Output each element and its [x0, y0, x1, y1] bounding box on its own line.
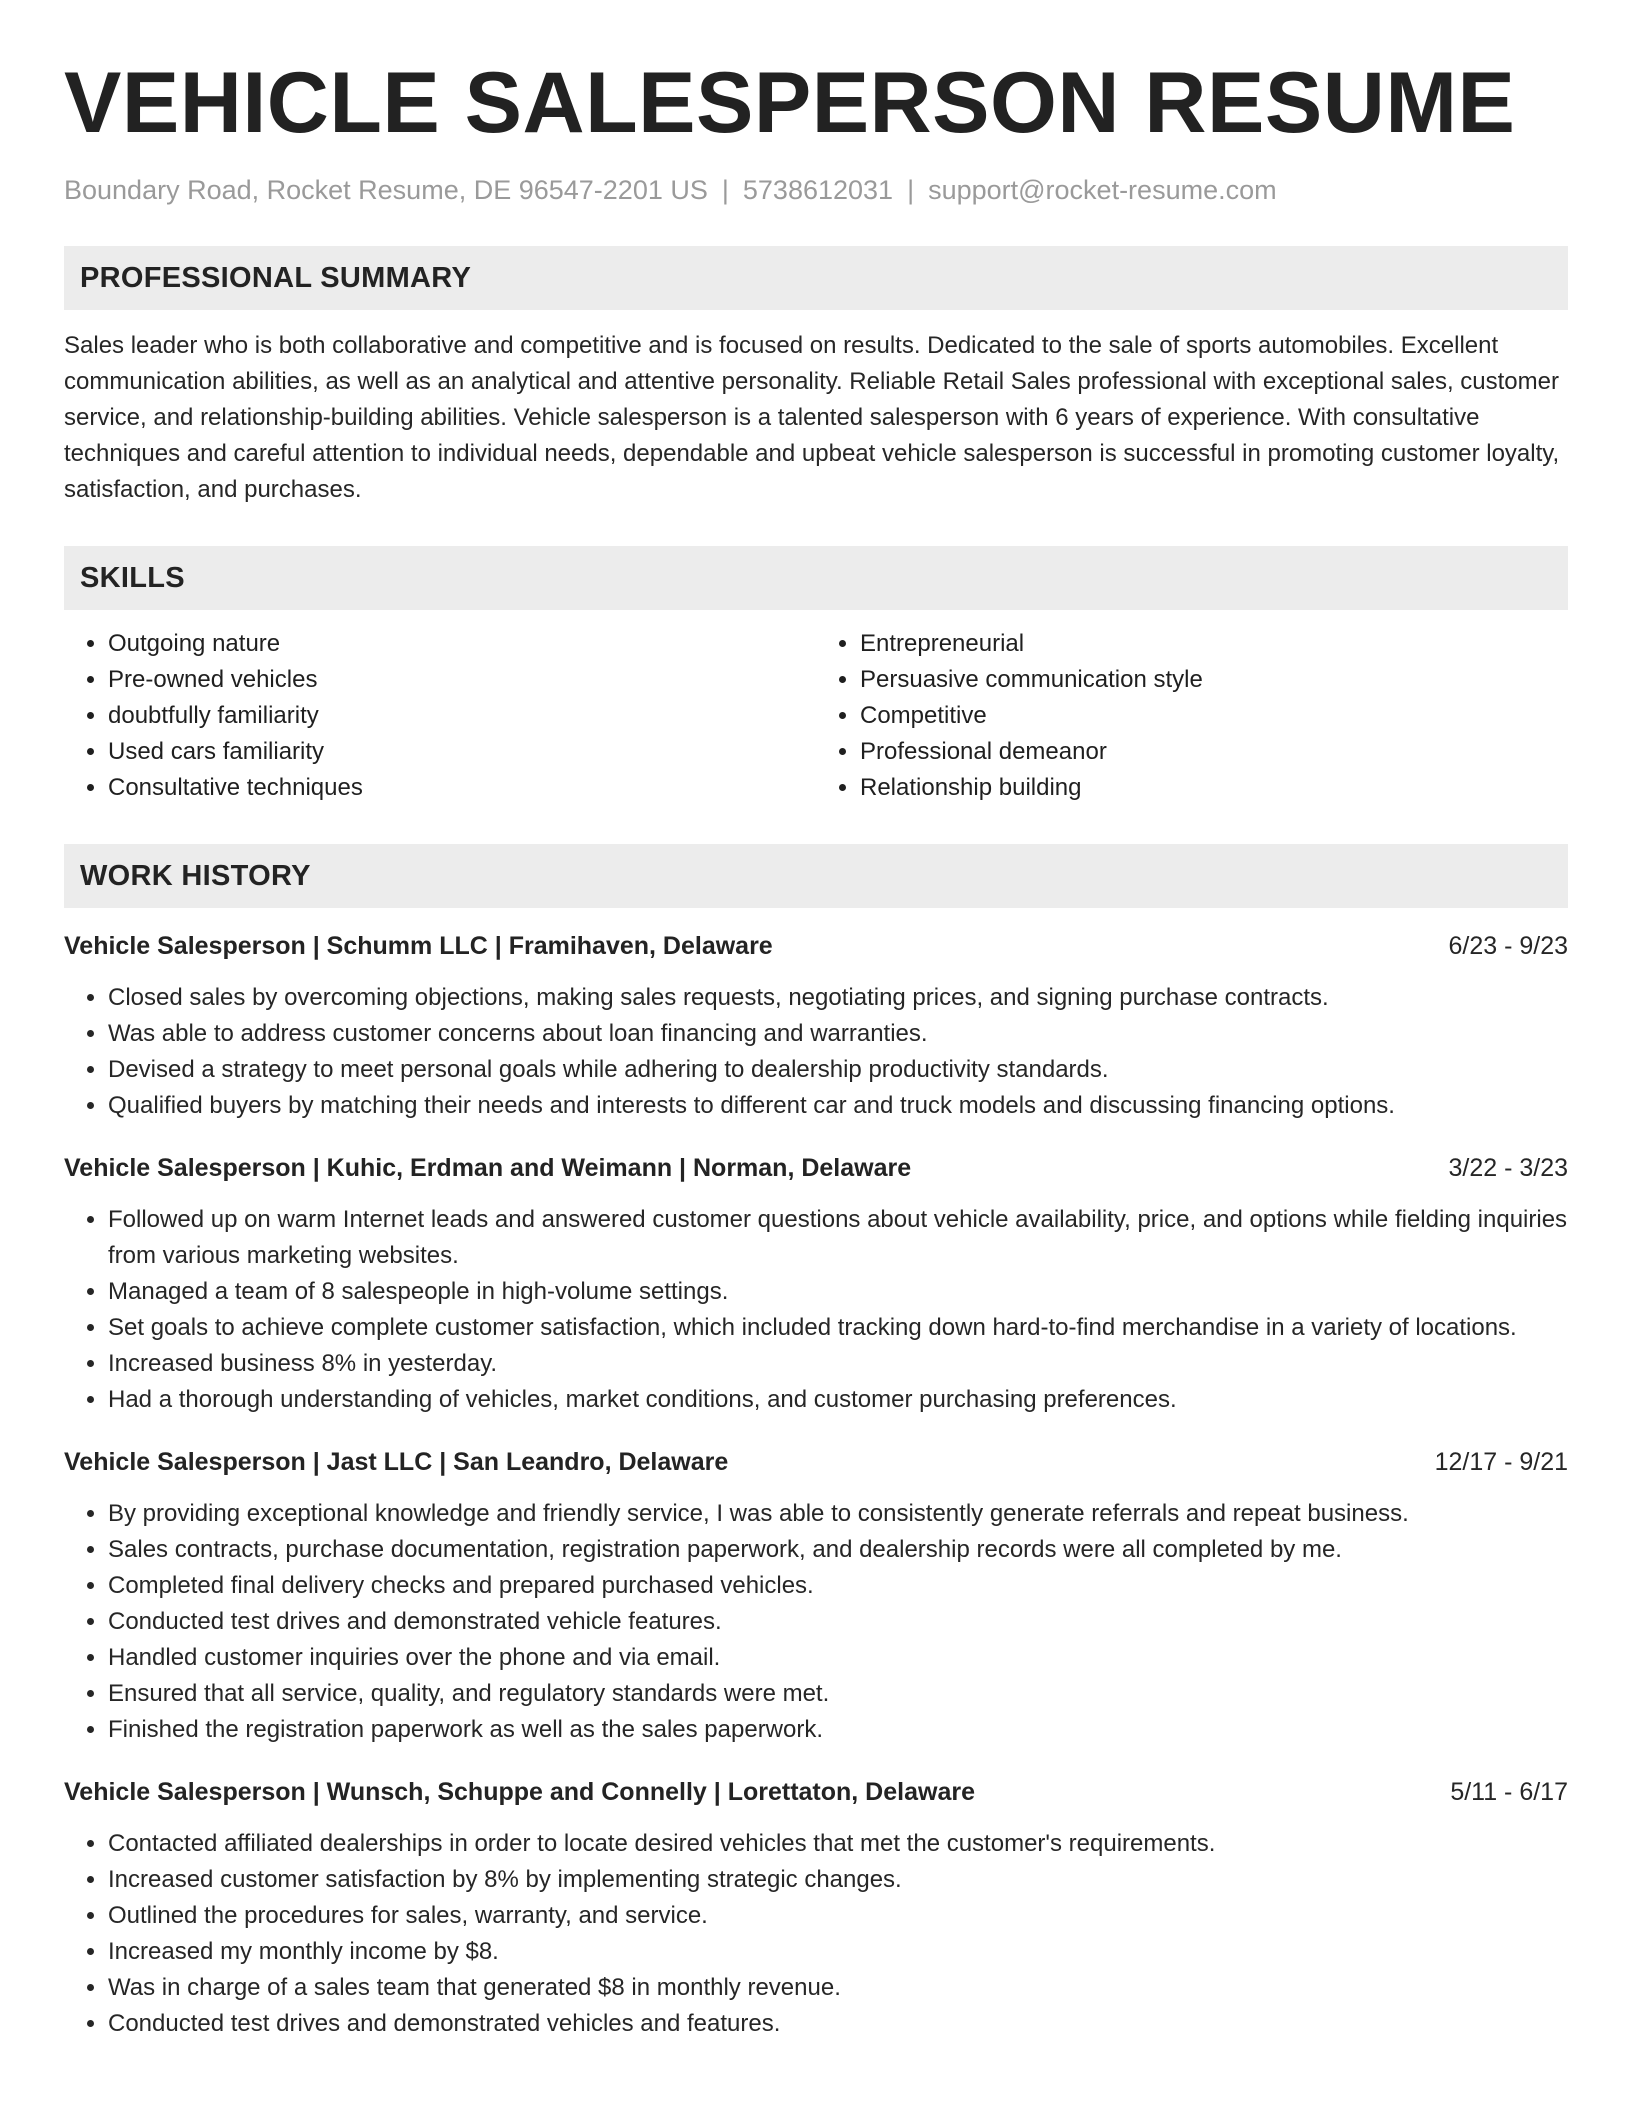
job-bullet: • Completed final delivery checks and prepared purchased vehicles.	[108, 1568, 1568, 1604]
job-bullet: • Contacted affiliated dealerships in order to locate desired vehicles that met the customer's requirements.	[108, 1826, 1568, 1862]
job-header	[64, 1774, 1568, 1810]
section-heading-work-history: WORK HISTORY	[80, 859, 311, 892]
skill-item: • Pre-owned vehicles	[108, 662, 816, 698]
job-bullet: • Conducted test drives and demonstrated vehicles and features.	[108, 2006, 1568, 2042]
job-bullet: • Ensured that all service, quality, and regulatory standards were met.	[108, 1676, 1568, 1712]
section-heading-summary: PROFESSIONAL SUMMARY	[80, 261, 472, 294]
job-entry	[64, 1444, 1568, 1748]
skill-item: • Competitive	[860, 698, 1568, 734]
job-title: Vehicle Salesperson | Jast LLC | San Leandro, Delaware	[64, 1448, 729, 1476]
job-bullet: • By providing exceptional knowledge and friendly service, I was able to consistently generate referrals and repeat business.	[108, 1496, 1568, 1532]
job-dates: 6/23 - 9/23	[1448, 932, 1568, 960]
job-bullets	[64, 1496, 1568, 1748]
section-header	[64, 844, 1568, 908]
skill-item: • Professional demeanor	[860, 734, 1568, 770]
job-bullet: • Qualified buyers by matching their needs and interests to different car and truck models and discussing financing options.	[108, 1088, 1568, 1124]
job-entry	[64, 1774, 1568, 2042]
summary-text: Sales leader who is both collaborative and competitive and is focused on results. Dedicated to the sale of sports automobiles. Excellent communication abilities, as well as an analytical and attentive personality. Reliable Retail Sales professional with exceptional sales, customer service, and relationship-building abilities. Vehicle salesperson is a talented salesperson with 6 years of experience. With consultative techniques and careful attention to individual needs, dependable and upbeat vehicle salesperson is successful in promoting customer loyalty, satisfaction, and purchases.	[64, 332, 1560, 503]
job-title: Vehicle Salesperson | Schumm LLC | Framihaven, Delaware	[64, 932, 773, 960]
skill-item: • doubtfully familiarity	[108, 698, 816, 734]
skill-item: • Outgoing nature	[108, 626, 816, 662]
section-heading-skills: SKILLS	[80, 561, 185, 594]
job-dates: 3/22 - 3/23	[1448, 1154, 1568, 1182]
job-header	[64, 928, 1568, 964]
job-bullet: • Increased business 8% in yesterday.	[108, 1346, 1568, 1382]
job-bullet: • Had a thorough understanding of vehicles, market conditions, and customer purchasing preferences.	[108, 1382, 1568, 1418]
job-bullet: • Finished the registration paperwork as well as the sales paperwork.	[108, 1712, 1568, 1748]
job-dates: 5/11 - 6/17	[1450, 1778, 1568, 1806]
job-bullet: • Increased customer satisfaction by 8% by implementing strategic changes.	[108, 1862, 1568, 1898]
job-bullet: • Devised a strategy to meet personal goals while adhering to dealership productivity standards.	[108, 1052, 1568, 1088]
job-bullet: • Was in charge of a sales team that generated $8 in monthly revenue.	[108, 1970, 1568, 2006]
job-bullet: • Followed up on warm Internet leads and answered customer questions about vehicle availability, price, and options while fielding inquiries from various marketing websites.	[108, 1202, 1568, 1274]
job-bullet: • Sales contracts, purchase documentation, registration paperwork, and dealership records were all completed by me.	[108, 1532, 1568, 1568]
skill-item: • Persuasive communication style	[860, 662, 1568, 698]
skills-list-left	[64, 626, 816, 806]
job-header	[64, 1150, 1568, 1186]
job-bullet: • Outlined the procedures for sales, warranty, and service.	[108, 1898, 1568, 1934]
contact-address: Boundary Road, Rocket Resume, DE 96547-2201 US	[64, 175, 708, 205]
skills-list-right	[816, 626, 1568, 806]
job-bullets	[64, 1826, 1568, 2042]
job-entry	[64, 928, 1568, 1124]
job-bullet: • Conducted test drives and demonstrated vehicle features.	[108, 1604, 1568, 1640]
job-title: Vehicle Salesperson | Kuhic, Erdman and Weimann | Norman, Delaware	[64, 1154, 912, 1182]
job-bullet: • Managed a team of 8 salespeople in high-volume settings.	[108, 1274, 1568, 1310]
job-entry	[64, 1150, 1568, 1418]
contact-phone: 5738612031	[742, 175, 894, 205]
job-bullet: • Set goals to achieve complete customer satisfaction, which included tracking down hard-to-find merchandise in a variety of locations.	[108, 1310, 1568, 1346]
skill-item: • Relationship building	[860, 770, 1568, 806]
section-header	[64, 546, 1568, 610]
skill-item: • Used cars familiarity	[108, 734, 816, 770]
resume-title: VEHICLE SALESPERSON RESUME	[64, 55, 1516, 151]
job-dates: 12/17 - 9/21	[1434, 1448, 1568, 1476]
work-history-section	[64, 844, 1568, 2042]
skill-item: • Entrepreneurial	[860, 626, 1568, 662]
job-bullets	[64, 1202, 1568, 1418]
contact-line	[64, 172, 1568, 208]
contact-separator: |	[721, 175, 729, 205]
job-bullet: • Was able to address customer concerns about loan financing and warranties.	[108, 1016, 1568, 1052]
job-bullet: • Increased my monthly income by $8.	[108, 1934, 1568, 1970]
skill-item: • Consultative techniques	[108, 770, 816, 806]
job-bullet: • Handled customer inquiries over the phone and via email.	[108, 1640, 1568, 1676]
job-title: Vehicle Salesperson | Wunsch, Schuppe and Connelly | Lorettaton, Delaware	[64, 1778, 975, 1806]
professional-summary-section	[64, 246, 1568, 508]
job-bullet: • Closed sales by overcoming objections, making sales requests, negotiating prices, and signing purchase contracts.	[108, 980, 1568, 1016]
section-header	[64, 246, 1568, 310]
job-bullets	[64, 980, 1568, 1124]
skills-columns	[64, 626, 1568, 806]
job-header	[64, 1444, 1568, 1480]
contact-separator: |	[907, 175, 915, 205]
skills-section	[64, 546, 1568, 806]
contact-email: support@rocket-resume.com	[928, 175, 1277, 205]
